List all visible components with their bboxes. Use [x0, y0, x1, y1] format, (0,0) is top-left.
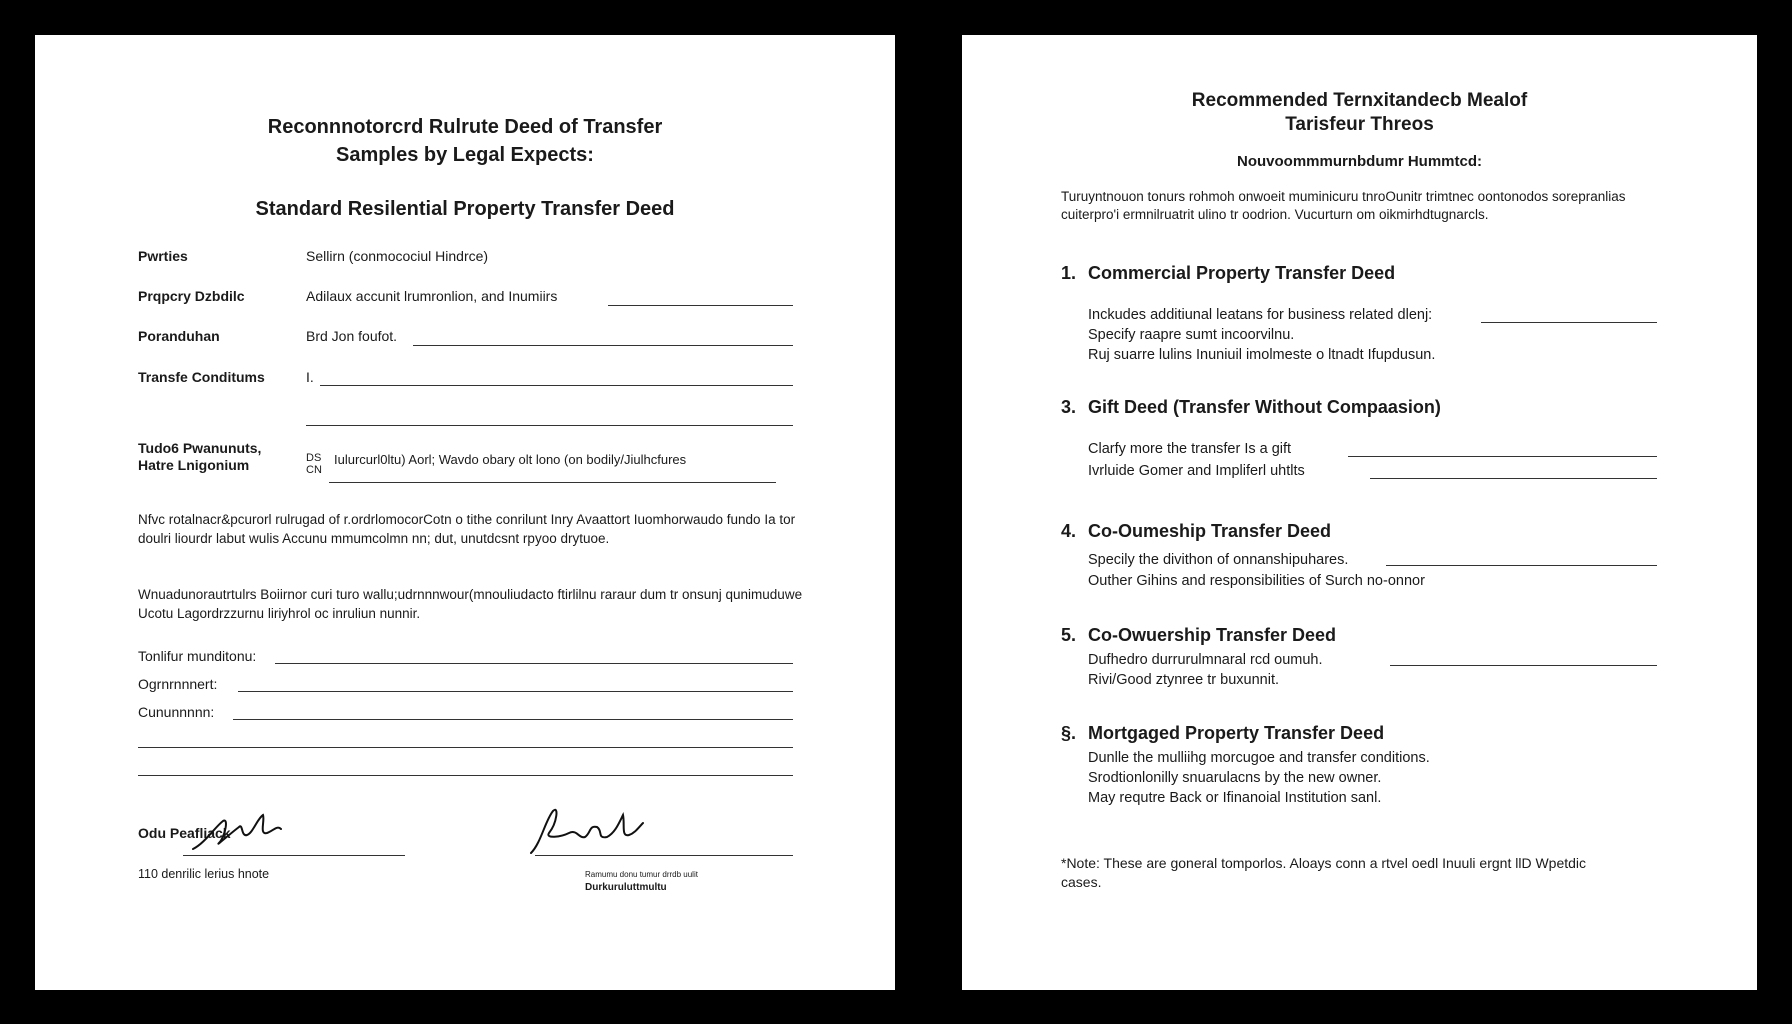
section-heading	[1061, 397, 1441, 418]
signature-line-left[interactable]	[183, 855, 405, 856]
section-number: 4.	[1061, 521, 1077, 541]
signature-caption-right-2: Durkuruluttmultu	[585, 882, 667, 893]
section-line: Ruj suarre lulins Inuniuil imolmeste o ltnadt Ifupdusun.	[1088, 347, 1436, 363]
fill-line[interactable]	[1348, 456, 1657, 457]
fill-line[interactable]	[275, 663, 793, 664]
signature-caption-left: 110 denrilic lerius hnote	[138, 867, 270, 881]
fill-line[interactable]	[306, 425, 793, 426]
form-value: Iulurcurl0ltu) Aorl; Wavdo obary olt lono (on bodily/Jiulhcfures	[334, 452, 687, 467]
title-line-2: Samples by Legal Expects:	[336, 144, 594, 166]
section-heading	[1061, 521, 1331, 542]
section-line: Specify raapre sumt incoorvilnu.	[1088, 327, 1295, 343]
fill-line[interactable]	[1386, 565, 1657, 566]
rp-title-line-1: Recommended Ternxitandecb Mealof	[1191, 90, 1528, 111]
section-heading	[1061, 625, 1336, 646]
section-line: May requtre Back or Ifinanoial Institution sanl.	[1088, 790, 1382, 806]
title-line-1: Reconnnotorcrd Rulrute Deed of Transfer	[267, 116, 663, 138]
footnote: *Note: These are goneral tomporlos. Aloays conn a rtvel oedl Inuuli ergnt llD Wpetdic cases.	[1061, 855, 1587, 890]
form-prefix: DS CN	[306, 452, 322, 476]
form-label: Transfe Conditums	[138, 369, 265, 385]
form-label: Tudo6 Pwanunuts, Hatre Lnigonium	[138, 440, 262, 473]
form-value: Adilaux accunit lrumronlion, and Inumiirs	[306, 288, 558, 304]
section-heading	[1061, 723, 1384, 744]
section-title: Mortgaged Property Transfer Deed	[1088, 723, 1385, 743]
section-number: 5.	[1061, 625, 1077, 645]
signature-label: Odu Peafliack	[138, 825, 231, 841]
fill-line[interactable]	[138, 775, 793, 776]
body-paragraph-1: Nfvc rotalnacr&pcurorl rulrugad of r.ordrlomocorCotn o tithe conrilunt Inry Avaattort Iuomhorwaudo fundo Ia tor doulri liourdr labut wulis Accunu mmumcolmn nn; dut, unutdcsnt rpyoo drytuoe.	[138, 512, 796, 546]
form-value: Sellirn (conmocociul Hindrce)	[306, 248, 489, 264]
fill-line[interactable]	[233, 719, 793, 720]
section-line: Dunlle the mulliihg morcugoe and transfer conditions.	[1088, 750, 1430, 766]
section-title: Commercial Property Transfer Deed	[1088, 263, 1396, 283]
fill-line[interactable]	[138, 747, 793, 748]
section-line: Srodtionlonilly snuarulacns by the new owner.	[1088, 770, 1382, 786]
fill-line[interactable]	[1370, 478, 1657, 479]
fill-line[interactable]	[320, 385, 793, 386]
signature-caption-right-1: Ramumu donu tumur drrdb uulit	[585, 870, 698, 879]
section-line: Specily the divithon of onnanshipuhares.	[1088, 552, 1349, 568]
fill-line[interactable]	[608, 305, 793, 306]
document-title	[35, 113, 895, 169]
section-line: Dufhedro durrurulmnaral rcd oumuh.	[1088, 652, 1323, 668]
section-line: Inckudes additiunal leatans for business related dlenj:	[1088, 307, 1433, 323]
signature-line-right[interactable]	[535, 855, 793, 856]
section-line: Rivi/Good ztynree tr buxunnit.	[1088, 672, 1280, 688]
form-row-consideration	[138, 328, 828, 358]
right-document-page	[962, 35, 1757, 990]
form-value: I.	[306, 369, 314, 385]
form-label: Poranduhan	[138, 328, 220, 344]
section-title: Co-Oumeship Transfer Deed	[1088, 521, 1332, 541]
rp-title	[962, 89, 1757, 137]
form-row-parties	[138, 248, 828, 278]
section-title: Gift Deed (Transfer Without Compaasion)	[1088, 397, 1441, 417]
fill-line[interactable]	[238, 691, 793, 692]
form-row-transfer-conditions	[138, 369, 828, 399]
rp-subtitle: Nouvoommmurnbdumr Hummtcd:	[1237, 153, 1482, 170]
fill-line[interactable]	[329, 482, 776, 483]
line-label: Cununnnnn:	[138, 704, 215, 720]
section-line: Clarfy more the transfer Is a gift	[1088, 441, 1292, 457]
section-number: §.	[1061, 723, 1077, 743]
line-label: Tonlifur munditonu:	[138, 648, 257, 664]
form-row-property-details	[138, 288, 828, 318]
fill-line[interactable]	[413, 345, 793, 346]
fill-line[interactable]	[1390, 665, 1657, 666]
section-heading	[1061, 263, 1395, 284]
handwritten-signature-right	[527, 803, 657, 859]
deed-heading: Standard Resilential Property Transfer Deed	[255, 198, 675, 220]
line-label: Ogrnrnnnert:	[138, 676, 218, 692]
left-document-page	[35, 35, 895, 990]
section-number: 3.	[1061, 397, 1077, 417]
form-row-multi	[138, 440, 828, 480]
handwritten-signature-left	[185, 807, 305, 857]
form-value: Brd Jon foufot.	[306, 328, 398, 344]
section-number: 1.	[1061, 263, 1077, 283]
body-paragraph-2: Wnuadunorautrtulrs Boiirnor curi turo wallu;udrnnnwour(mnouliudacto ftirlilnu raraur dum tr onsunj qunimuduwe Ucotu Lagordrzzurnu liriyhrol oc inruliun nunnir.	[138, 587, 803, 621]
section-line: Ivrluide Gomer and Impliferl uhtlts	[1088, 463, 1305, 479]
rp-title-line-2: Tarisfeur Threos	[1285, 114, 1434, 135]
section-title: Co-Owuership Transfer Deed	[1088, 625, 1337, 645]
fill-line[interactable]	[1481, 322, 1657, 323]
section-line: Outher Gihins and responsibilities of Surch no-onnor	[1088, 573, 1425, 589]
form-label: Prqpcry Dzbdilc	[138, 288, 245, 304]
rp-intro: Turuyntnouon tonurs rohmoh onwoeit muminicuru tnroOunitr trimtnec oontonodos sorepranlias cuiterpro'i ermnilruatrit ulino tr oodrion. Vucurturn om oikmirhdtugnarcls.	[1061, 189, 1626, 222]
form-label: Pwrties	[138, 248, 188, 264]
